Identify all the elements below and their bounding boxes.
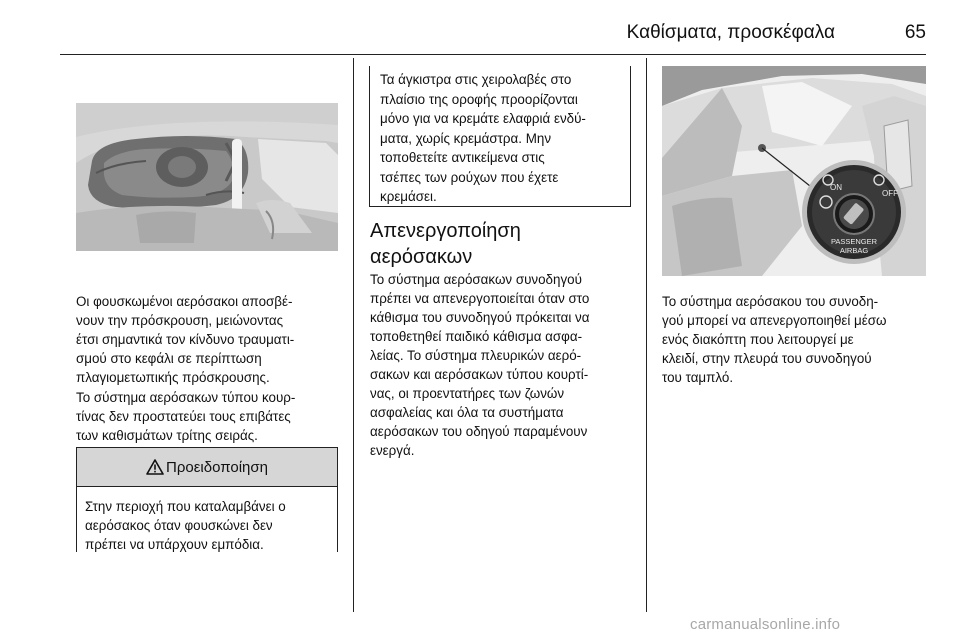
text-line: σμού στο κεφάλι σε περίπτωση — [76, 351, 262, 366]
text-line: ενός διακόπτη που λειτουργεί με — [662, 332, 854, 347]
passenger-airbag-switch-photo — [662, 66, 926, 276]
heading-line: Απενεργοποίηση — [370, 220, 521, 242]
hanger-note-box — [369, 66, 631, 207]
text-line: ενεργά. — [370, 443, 415, 458]
text-line: Τα άγκιστρα στις χειρολαβές στο — [380, 72, 572, 87]
third-row-paragraph — [76, 388, 295, 445]
column-divider-right — [646, 58, 647, 612]
text-line: μόνο για να κρεμάτε ελαφριά ενδύ- — [380, 111, 586, 126]
text-line: λείας. Το σύστημα πλευρικών αερό- — [370, 348, 582, 363]
text-line: τσέπες των ρούχων που έχετε — [380, 169, 559, 185]
text-line: πλαίσιο της οροφής προορίζονται — [380, 91, 578, 107]
text-line: τοποθετείτε αντικείμενα στις — [380, 150, 545, 165]
warning-text — [77, 487, 337, 554]
text-line: κάθισμα του συνοδηγού πρόκειται να — [370, 310, 590, 325]
warning-title: Προειδοποίηση — [166, 458, 268, 476]
column-divider-left — [353, 58, 354, 612]
switch-off-label: OFF — [882, 189, 898, 198]
text-line: νας, οι προεντατήρες των ζωνών — [370, 386, 565, 401]
warning-header — [77, 447, 337, 487]
curtain-airbag-illustration — [76, 103, 338, 279]
text-line: πρέπει να υπάρχουν εμπόδια. — [85, 537, 264, 552]
text-line: αερόσακος όταν φουσκώνει δεν — [85, 518, 273, 533]
text-line: έτσι σημαντικά τον κίνδυνο τραυματι- — [76, 332, 295, 347]
page-header-title: Καθίσματα, προσκέφαλα — [626, 22, 835, 43]
text-line: αερόσακων του οδηγού παραμένουν — [370, 424, 588, 439]
heading-line: αερόσακων — [370, 246, 473, 268]
text-line: κρεμάσει. — [380, 189, 437, 204]
text-line: Στην περιοχή που καταλαμβάνει ο — [85, 499, 286, 514]
text-line: πρέπει να απενεργοποιείται όταν στο — [370, 291, 590, 306]
header-divider — [60, 54, 926, 55]
switch-caption-airbag: AIRBAG — [839, 246, 869, 255]
text-line: νουν την πρόσκρουση, μειώνοντας — [76, 313, 284, 328]
switch-description-paragraph — [662, 292, 886, 387]
text-line: τίνας δεν προστατεύει τους επιβάτες — [76, 409, 291, 424]
text-line: τοποθετηθεί παιδικό κάθισμα ασφα- — [370, 329, 583, 344]
warning-box — [76, 447, 338, 552]
switch-caption-passenger: PASSENGER — [830, 237, 878, 246]
text-line: κλειδί, στην πλευρά του συνοδηγού — [662, 351, 872, 366]
text-line: ασφαλείας και όλα τα συστήματα — [370, 405, 564, 420]
text-line: γού μπορεί να απενεργοποιηθεί μέσω — [662, 313, 887, 328]
text-line: σακων και αερόσακων τύπου κουρτί- — [370, 367, 589, 382]
watermark-link[interactable]: carmanualsonline.info — [690, 616, 841, 633]
airbag-effect-paragraph — [76, 292, 294, 387]
page-number: 65 — [904, 22, 926, 43]
text-line: του ταμπλό. — [662, 370, 734, 385]
text-line: Το σύστημα αερόσακου του συνοδη- — [662, 294, 879, 309]
text-line: Οι φουσκωμένοι αερόσακοι αποσβέ- — [76, 294, 293, 309]
text-line: Το σύστημα αερόσακων συνοδηγού — [370, 272, 582, 287]
text-line: Το σύστημα αερόσακων τύπου κουρ- — [76, 390, 296, 405]
switch-on-label: ON — [830, 183, 842, 192]
warning-triangle-icon — [146, 459, 164, 475]
text-line: πλαγιομετωπικής πρόσκρουσης. — [76, 370, 270, 385]
text-line: ματα, χωρίς κρεμάστρα. Μην — [380, 130, 552, 146]
text-line: των καθισμάτων τρίτης σειράς. — [76, 428, 258, 443]
section-heading — [370, 218, 521, 270]
deactivation-paragraph — [370, 270, 589, 460]
